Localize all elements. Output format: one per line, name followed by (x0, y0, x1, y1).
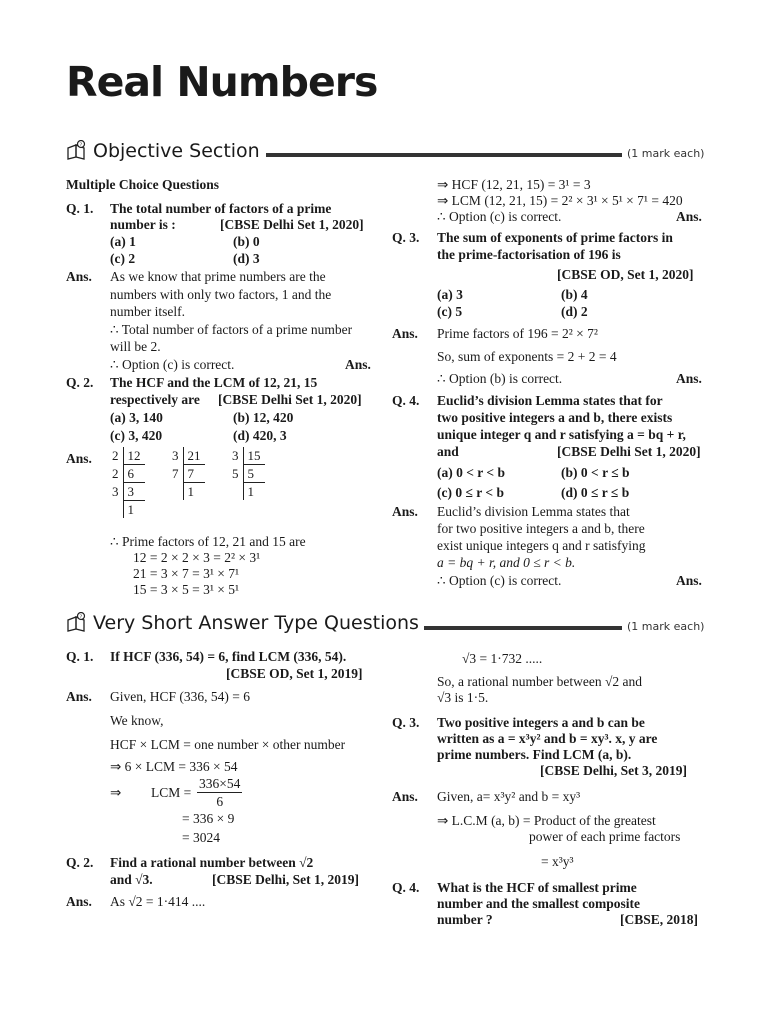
divisor: 5 (228, 465, 243, 483)
option: (c) 3, 420 (110, 428, 163, 443)
section-note: (1 mark each) (627, 620, 705, 633)
answer-text: for two positive integers a and b, there (437, 521, 645, 536)
division-table-12 (108, 447, 145, 518)
answer-text: Given, HCF (336, 54) = 6 (110, 689, 250, 704)
divisor: 7 (168, 465, 183, 483)
dividend: 7 (183, 465, 205, 483)
section-title-vsa: Very Short Answer Type Questions (93, 612, 419, 634)
question-number: Q. 3. (392, 230, 420, 245)
option: (d) 3 (233, 251, 260, 266)
answer-label: Ans. (66, 689, 92, 704)
answer-text: ⇒ L.C.M (a, b) = Product of the greatest (437, 813, 656, 828)
question-number: Q. 4. (392, 880, 420, 895)
divisor (228, 483, 243, 501)
subheading-mcq: Multiple Choice Questions (66, 177, 220, 192)
answer-marker: Ans. (345, 357, 371, 372)
dividend: 5 (243, 465, 265, 483)
question-text: The sum of exponents of prime factors in (437, 230, 673, 245)
option: (b) 4 (561, 287, 588, 302)
answer-text: √3 = 1·732 ..... (462, 651, 543, 666)
question-number: Q. 1. (66, 201, 94, 216)
answer-text: As √2 = 1·414 .... (110, 894, 206, 909)
book-icon (66, 612, 88, 632)
question-text: the prime-factorisation of 196 is (437, 247, 621, 262)
answer-text: ∴ Option (c) is correct. (110, 357, 235, 372)
divisor: 2 (108, 465, 123, 483)
question-text: What is the HCF of smallest prime (437, 880, 637, 895)
question-text: The HCF and the LCM of 12, 21, 15 (110, 375, 318, 390)
answer-text: ∴ Option (b) is correct. (437, 371, 563, 386)
question-text: The total number of factors of a prime (110, 201, 332, 216)
option: (a) 3 (437, 287, 463, 302)
section-rule (266, 153, 622, 157)
divisor: 3 (108, 483, 123, 501)
answer-text: ∴ Option (c) is correct. (437, 209, 562, 224)
option: (c) 2 (110, 251, 136, 266)
option: (c) 0 ≤ r < b (437, 485, 504, 500)
answer-text: = x³y³ (541, 854, 574, 869)
question-text: and (437, 444, 459, 459)
option: (d) 420, 3 (233, 428, 287, 443)
answer-text: ∴ Total number of factors of a prime number (110, 322, 353, 337)
question-text: unique integer q and r satisfying a = bq + r, (437, 427, 686, 442)
dividend: 12 (123, 447, 145, 465)
citation: [CBSE Delhi Set 1, 2020] (557, 444, 701, 459)
divisor: 3 (228, 447, 243, 465)
option: (b) 0 < r ≤ b (561, 465, 630, 480)
question-number: Q. 1. (66, 649, 94, 664)
answer-text: ⇒ 6 × LCM = 336 × 54 (110, 759, 238, 774)
book-icon (66, 140, 88, 160)
dividend: 1 (127, 501, 134, 517)
question-text: Two positive integers a and b can be (437, 715, 645, 730)
fraction-denominator: 6 (216, 794, 224, 809)
question-text: written as a = x³y² and b = xy³. x, y are (437, 731, 658, 746)
answer-text: LCM = (151, 785, 192, 800)
option: (a) 0 < r < b (437, 465, 506, 480)
svg-text:?: ? (79, 142, 83, 148)
answer-text: = 3024 (182, 830, 220, 845)
answer-text: a = bq + r, and 0 ≤ r < b. (437, 555, 576, 570)
question-text: number ? (437, 912, 493, 927)
answer-text: = 336 × 9 (182, 811, 235, 826)
citation: [CBSE Delhi, Set 3, 2019] (540, 763, 688, 778)
section-title-objective: Objective Section (93, 140, 260, 162)
option: (a) 3, 140 (110, 410, 163, 425)
answer-text: 21 = 3 × 7 = 3¹ × 7¹ (133, 566, 240, 581)
question-number: Q. 4. (392, 393, 420, 408)
divisor (108, 501, 123, 519)
citation: [CBSE OD, Set 1, 2020] (557, 267, 694, 282)
option: (b) 12, 420 (233, 410, 294, 425)
fraction-numerator: 336×54 (199, 776, 241, 791)
section-note: (1 mark each) (627, 147, 705, 160)
dividend: 15 (243, 447, 265, 465)
dividend: 21 (183, 447, 205, 465)
answer-text: So, sum of exponents = 2 + 2 = 4 (437, 349, 617, 364)
answer-text: ∴ Prime factors of 12, 21 and 15 are (110, 534, 306, 549)
question-text: respectively are (110, 392, 200, 407)
answer-text: power of each prime factors (529, 829, 681, 844)
answer-text: exist unique integers q and r satisfying (437, 538, 646, 553)
answer-text: √3 is 1·5. (437, 690, 489, 705)
question-number: Q. 2. (66, 855, 94, 870)
implies-symbol: ⇒ (110, 785, 122, 800)
answer-text: 15 = 3 × 5 = 3¹ × 5¹ (133, 582, 240, 597)
fraction (197, 775, 242, 810)
answer-text: Prime factors of 196 = 2² × 7² (437, 326, 598, 341)
citation: [CBSE, 2018] (620, 912, 699, 927)
question-number: Q. 3. (392, 715, 420, 730)
answer-marker: Ans. (676, 209, 702, 224)
question-text: prime numbers. Find LCM (a, b). (437, 747, 632, 762)
answer-text: We know, (110, 713, 164, 728)
divisor: 2 (108, 447, 123, 465)
answer-text: HCF × LCM = one number × other number (110, 737, 346, 752)
answer-label: Ans. (66, 894, 92, 909)
answer-text: numbers with only two factors, 1 and the (110, 287, 332, 302)
answer-text: ⇒ LCM (12, 21, 15) = 2² × 3¹ × 5¹ × 7¹ = 420 (437, 193, 683, 208)
answer-text: Euclid’s division Lemma states that (437, 504, 630, 519)
answer-marker: Ans. (676, 371, 702, 386)
citation: [CBSE OD, Set 1, 2019] (226, 666, 363, 681)
question-text: two positive integers a and b, there exists (437, 410, 673, 425)
dividend: 3 (123, 483, 145, 501)
question-text: number and the smallest composite (437, 896, 641, 911)
division-table-15 (228, 447, 265, 500)
answer-text: ∴ Option (c) is correct. (437, 573, 562, 588)
divisor: 3 (168, 447, 183, 465)
section-rule (424, 626, 622, 630)
question-number: Q. 2. (66, 375, 94, 390)
answer-text: number itself. (110, 304, 185, 319)
dividend: 6 (123, 465, 145, 483)
answer-label: Ans. (392, 326, 418, 341)
answer-text: ⇒ HCF (12, 21, 15) = 3¹ = 3 (437, 177, 591, 192)
option: (c) 5 (437, 304, 463, 319)
answer-text: So, a rational number between √2 and (437, 674, 642, 689)
divisor (168, 483, 183, 501)
svg-text:?: ? (79, 614, 83, 620)
answer-text: As we know that prime numbers are the (110, 269, 326, 284)
citation: [CBSE Delhi Set 1, 2020] (218, 392, 362, 407)
option: (d) 0 ≤ r ≤ b (561, 485, 630, 500)
answer-label: Ans. (66, 451, 92, 466)
question-text: Euclid’s division Lemma states that for (437, 393, 663, 408)
option: (d) 2 (561, 304, 588, 319)
citation: [CBSE Delhi, Set 1, 2019] (212, 872, 360, 887)
dividend: 1 (187, 483, 194, 499)
option: (b) 0 (233, 234, 260, 249)
answer-text: 12 = 2 × 2 × 3 = 2² × 3¹ (133, 550, 261, 565)
question-text: Find a rational number between √2 (110, 855, 314, 870)
citation: [CBSE Delhi Set 1, 2020] (220, 217, 364, 232)
dividend: 1 (247, 483, 254, 499)
answer-text: Given, a= x³y² and b = xy³ (437, 789, 581, 804)
question-text: and √3. (110, 872, 153, 887)
division-table-21 (168, 447, 205, 500)
answer-label: Ans. (66, 269, 92, 284)
answer-label: Ans. (392, 789, 418, 804)
answer-marker: Ans. (676, 573, 702, 588)
option: (a) 1 (110, 234, 136, 249)
page-title: Real Numbers (66, 58, 378, 106)
question-text: If HCF (336, 54) = 6, find LCM (336, 54). (110, 649, 347, 664)
answer-text: will be 2. (110, 339, 161, 354)
answer-label: Ans. (392, 504, 418, 519)
question-text: number is : (110, 217, 176, 232)
